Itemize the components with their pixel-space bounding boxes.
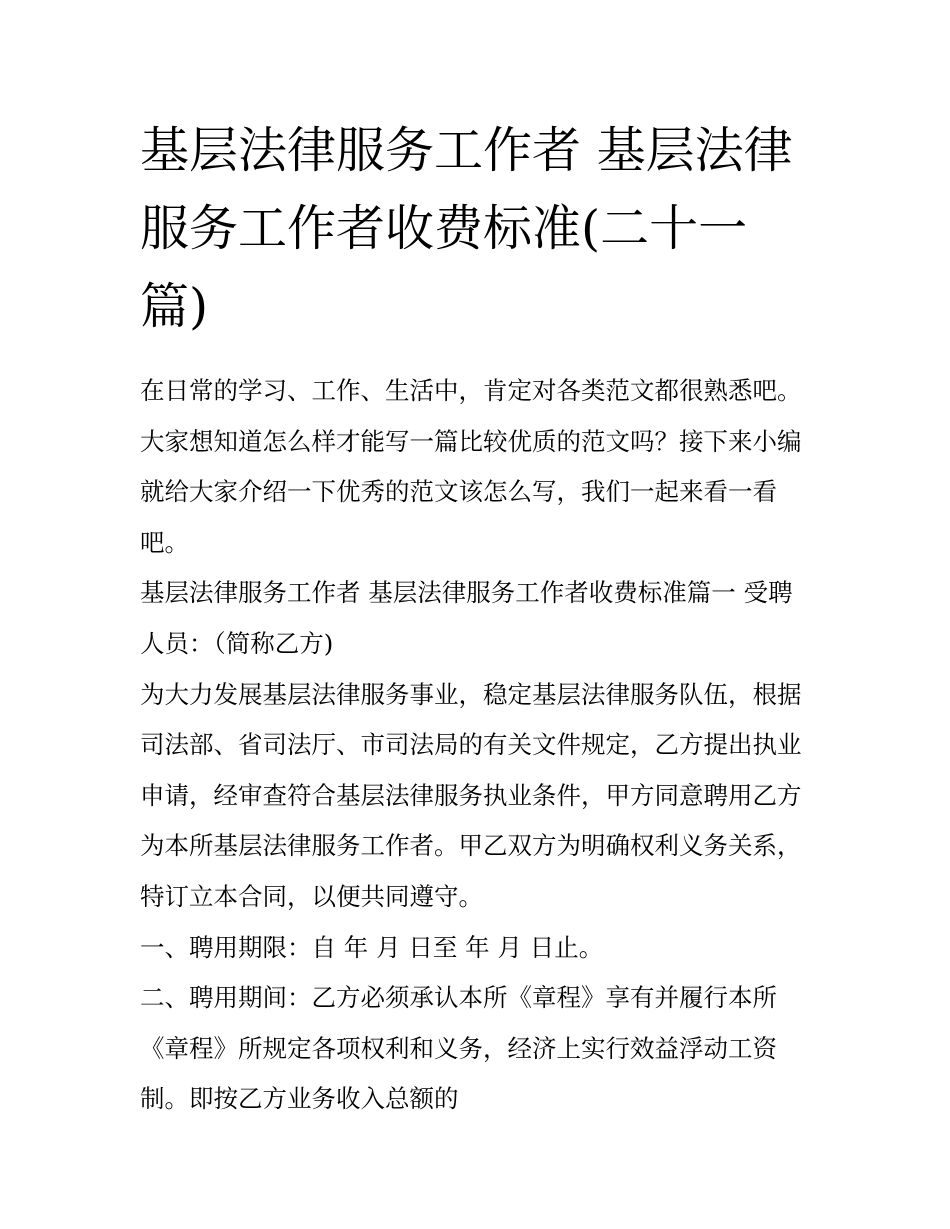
intro-paragraph: 在日常的学习、工作、生活中，肯定对各类范文都很熟悉吧。大家想知道怎么样才能写一篇比较优质的范文吗？接下来小编就给大家介绍一下优秀的范文该怎么写，我们一起来看一看吧。 — [140, 376, 802, 557]
document-title: 基层法律服务工作者 基层法律服务工作者收费标准(二十一篇) — [140, 122, 793, 335]
document-body — [140, 112, 815, 1125]
section-heading-paragraph: 基层法律服务工作者 基层法律服务工作者收费标准篇一 受聘人员：（简称乙方) — [140, 578, 793, 658]
clause-two-paragraph: 二、聘用期间：乙方必须承认本所《章程》享有并履行本所《章程》所规定各项权利和义务，经济上实行效益浮动工资制。即按乙方业务收入总额的 — [140, 983, 777, 1114]
clause-one-paragraph: 一、聘用期限：自 年 月 日至 年 月 日止。 — [140, 932, 604, 962]
contract-preamble-paragraph: 为大力发展基层法律服务事业，稳定基层法律服务队伍，根据司法部、省司法厅、市司法局的有关文件规定，乙方提出执业申请，经审查符合基层法律服务执业条件，甲方同意聘用乙方为本所基层法律服务工作者。甲乙双方为明确权利义务关系，特订立本合同，以便共同遵守。 — [140, 679, 802, 911]
